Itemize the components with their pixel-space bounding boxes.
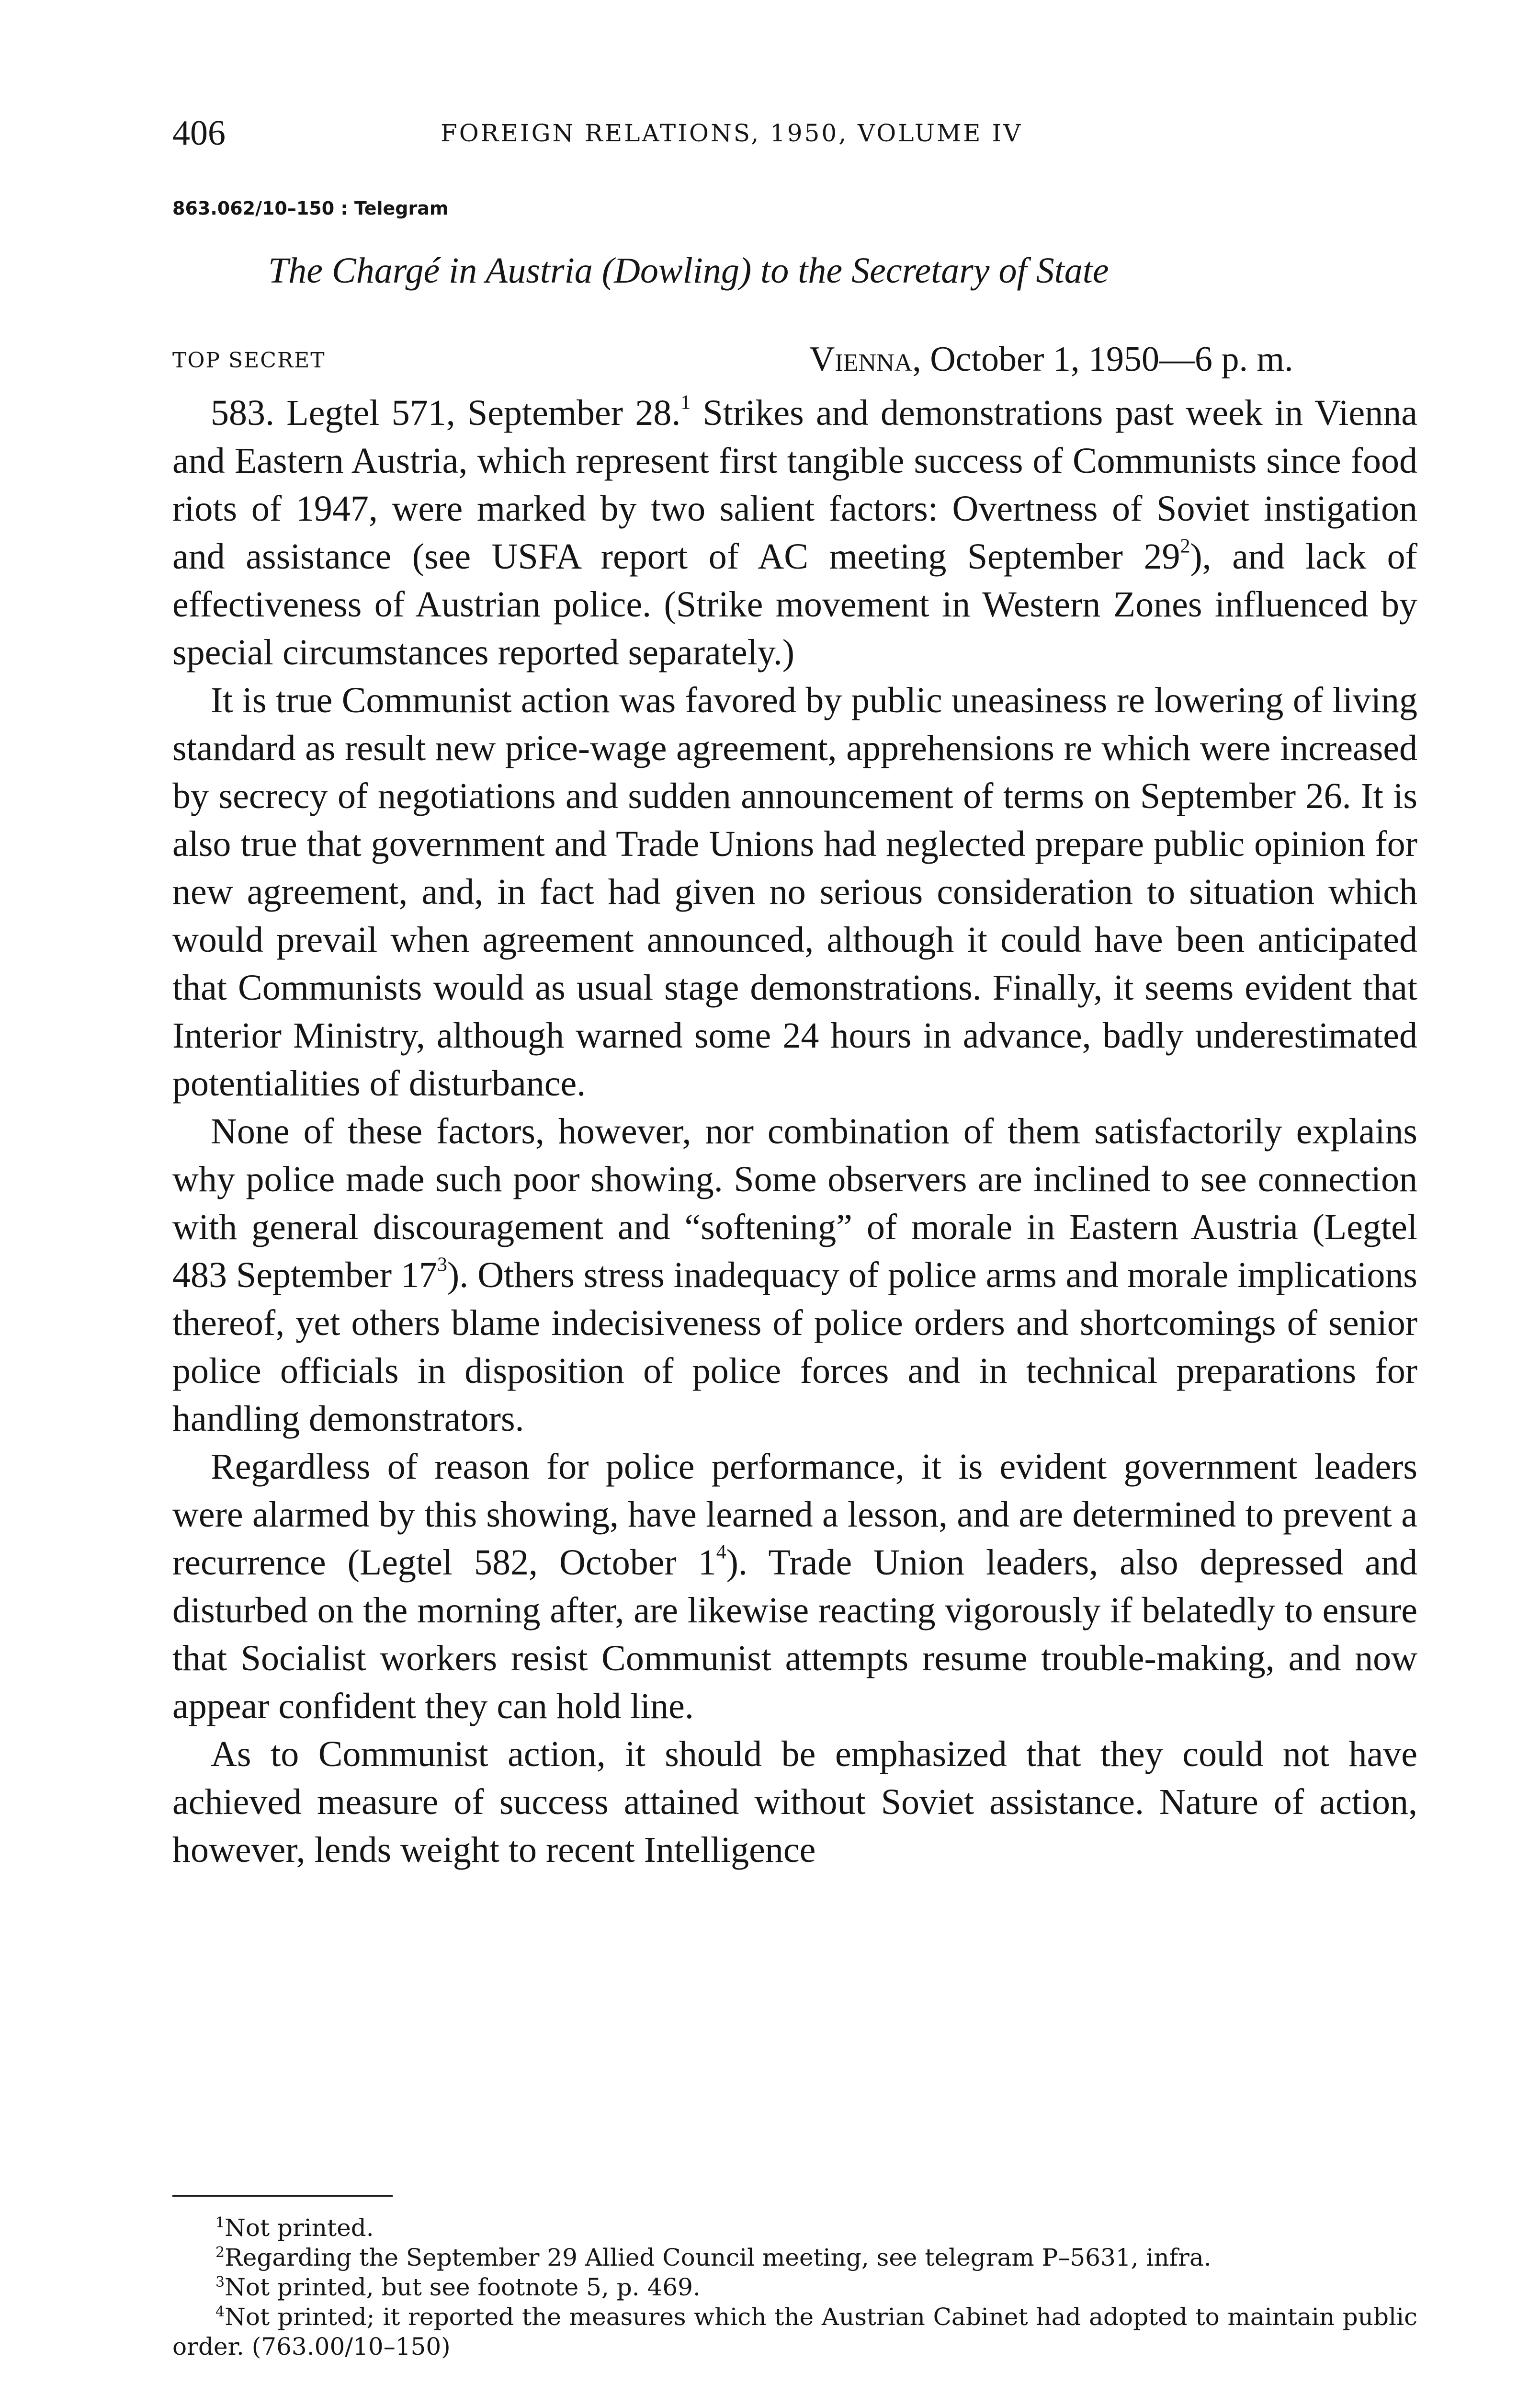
paragraph-5: As to Communist action, it should be emphasized that they could not have achieved measure of success attained without Soviet assistance. Nature of action, however, lends weight to recent Intelligence [172,1734,1417,1870]
paragraph-4: Regardless of reason for police performance, it is evident government leaders were alarmed by this showing, have learned a lesson, and are determined to prevent a recurrence (Legtel 582, October $1^4$). Trade Union leaders, also depressed and disturbed on the morning after, are likewise reacting vigorously if belatedly to ensure that Socialist workers resist Communist attempts resume trouble-making, and now appear confident they can hold line. [172,1447,1417,1726]
footnote-ref-2: 2 [1180,535,1190,558]
footnote-1: $^1$Not printed. [215,2214,374,2242]
document-title: The Chargé in Austria (Dowling) to the Secretary of State [268,251,1109,291]
page-number: 406 [172,114,226,153]
running-title: FOREIGN RELATIONS, 1950, VOLUME IV [441,119,1023,147]
footnote-ref-1: 1 [680,391,691,414]
footnote-divider [172,2195,393,2197]
footnote-ref-4: 4 [716,1541,726,1563]
footnote-ref-3: 3 [437,1254,447,1276]
telegram-body [172,389,1417,1874]
footnotes [172,2213,1417,2361]
footnote-3: $^3$Not printed, but see footnote 5, p. 469. [215,2273,701,2301]
dateline-date: , October 1, 1950—6 p. m. [912,340,1293,379]
classification-marking: TOP SECRET [172,348,326,373]
dateline [809,335,1293,383]
paragraph-2: It is true Communist action was favored by public uneasiness re lowering of living standard as result new price-wage agreement, apprehensions re which were increased by secrecy of negotiations and sudden announcement of terms on September 26. It is also true that government and Trade Unions had neglected prepare public opinion for new agreement, and, in fact had given no serious consideration to situation which would prevail when agreement announced, although it could have been anticipated that Communists would as usual stage demonstrations. Finally, it seems evident that Interior Ministry, although warned some 24 hours in advance, badly underestimated potentialities of disturbance. [172,680,1417,1104]
dateline-place: Vienna [809,340,913,379]
file-reference: 863.062/10–150 : Telegram [172,198,449,219]
paragraph-1: 583. Legtel 571, September 28.$^1$ Strikes and demonstrations past week in Vienna and Eastern Austria, which represent first tangible success of Communists since food riots of 1947, were marked by two salient factors: Overtness of Soviet instigation and assistance (see USFA report of AC meeting September $29^2$), and lack of effectiveness of Austrian police. (Strike movement in Western Zones influenced by special circumstances reported separately.) [172,391,1417,673]
footnote-2: $^2$Regarding the September 29 Allied Council meeting, see telegram P–5631, infra. [215,2244,1212,2271]
paragraph-3: None of these factors, however, nor combination of them satisfactorily explains why police made such poor showing. Some observers are inclined to see connection with general discouragement and “softening” of morale in Eastern Austria (Legtel 483 September $17^3$). Others stress inadequacy of police arms and morale implications thereof, yet others blame indecisiveness of police orders and shortcomings of senior police officials in disposition of police forces and in technical preparations for handling demonstrators. [172,1111,1417,1439]
running-head [172,109,1465,157]
footnote-4: $^4$Not printed; it reported the measures which the Austrian Cabinet had adopted to maintain public order. (763.00/10–150) [172,2303,1417,2361]
